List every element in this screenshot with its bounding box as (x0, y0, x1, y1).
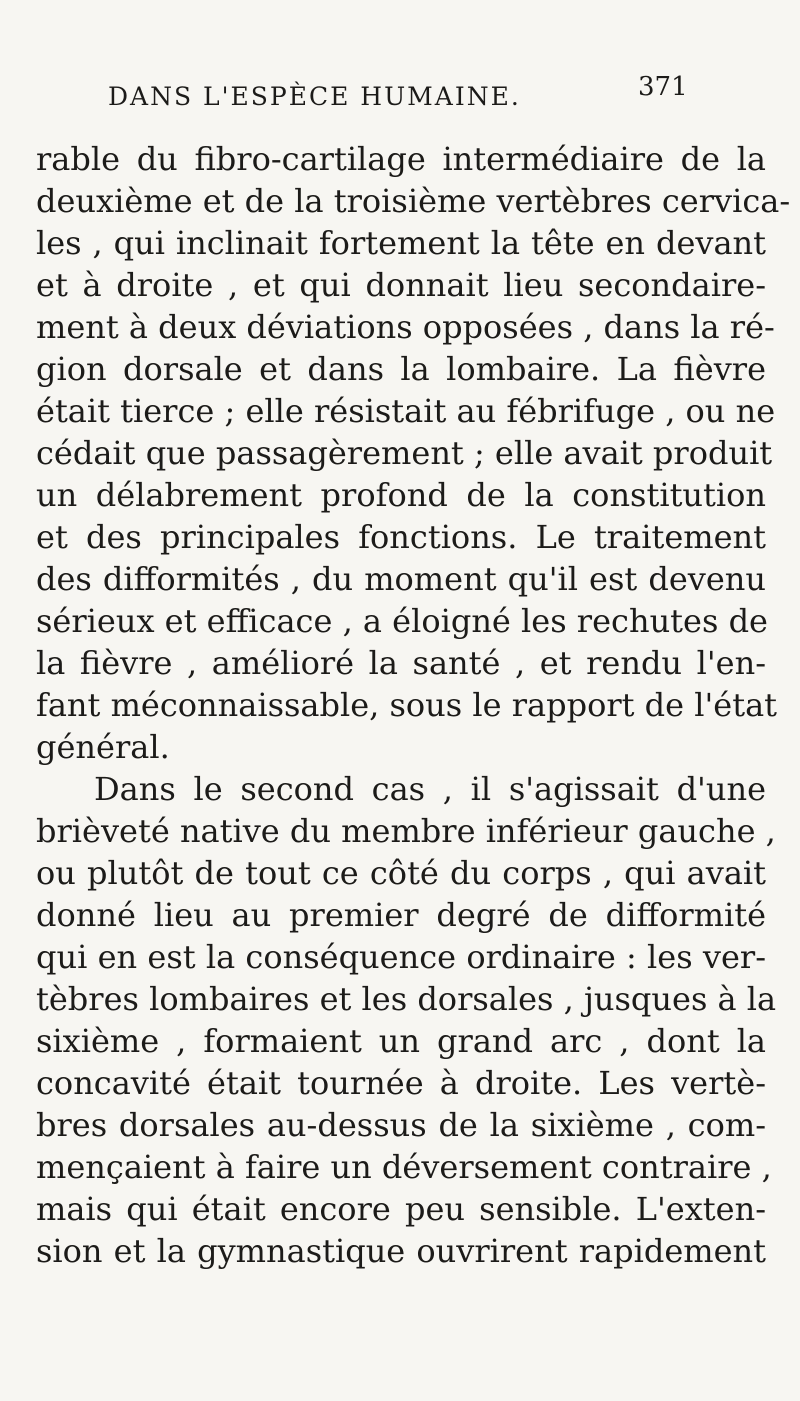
text-line: tèbres lombaires et les dorsales , jusques à la (36, 980, 777, 1018)
text-line: cédait que passagèrement ; elle avait produit (36, 434, 773, 472)
text-line: brièveté native du membre inférieur gauche , (36, 812, 776, 850)
page-number: 371 (638, 72, 688, 102)
text-line: fant méconnaissable, sous le rapport de l'état (36, 686, 778, 724)
text-line: et des principales fonctions. Le traitement (36, 518, 766, 556)
text-line: gion dorsale et dans la lombaire. La fièvre (36, 350, 766, 388)
text-line: était tierce ; elle résistait au fébrifuge , ou ne (36, 392, 776, 430)
text-line: mençaient à faire un déversement contraire , (36, 1148, 772, 1186)
text-line: deuxième et de la troisième vertèbres cervica- (36, 182, 791, 220)
text-line: et à droite , et qui donnait lieu secondaire- (36, 266, 766, 304)
text-line: général. (36, 728, 170, 766)
text-line: rable du fibro-cartilage intermédiaire de la (36, 140, 766, 178)
text-line: concavité était tournée à droite. Les vertè- (36, 1064, 766, 1102)
text-line: donné lieu au premier degré de difformité (36, 896, 766, 934)
paragraph-first-line: Dans le second cas , il s'agissait d'une (94, 770, 766, 808)
text-line: bres dorsales au-dessus de la sixième , com- (36, 1106, 766, 1144)
text-line: mais qui était encore peu sensible. L'exten- (36, 1190, 766, 1228)
text-line: sion et la gymnastique ouvrirent rapidement (36, 1232, 766, 1270)
text-line: un délabrement profond de la constitution (36, 476, 766, 514)
text-line: ment à deux déviations opposées , dans la ré- (36, 308, 775, 346)
text-line: sixième , formaient un grand arc , dont la (36, 1022, 766, 1060)
text-line: la fièvre , amélioré la santé , et rendu l'en- (36, 644, 766, 682)
text-line: les , qui inclinait fortement la tête en devant (36, 224, 766, 262)
text-line: des difformités , du moment qu'il est devenu (36, 560, 766, 598)
text-line: qui en est la conséquence ordinaire : les ver- (36, 938, 766, 976)
running-head (108, 72, 688, 112)
running-title: DANS L'ESPÈCE HUMAINE. (108, 82, 521, 111)
text-line: ou plutôt de tout ce côté du corps , qui avait (36, 854, 766, 892)
text-line: sérieux et efficace , a éloigné les rechutes de (36, 602, 768, 640)
